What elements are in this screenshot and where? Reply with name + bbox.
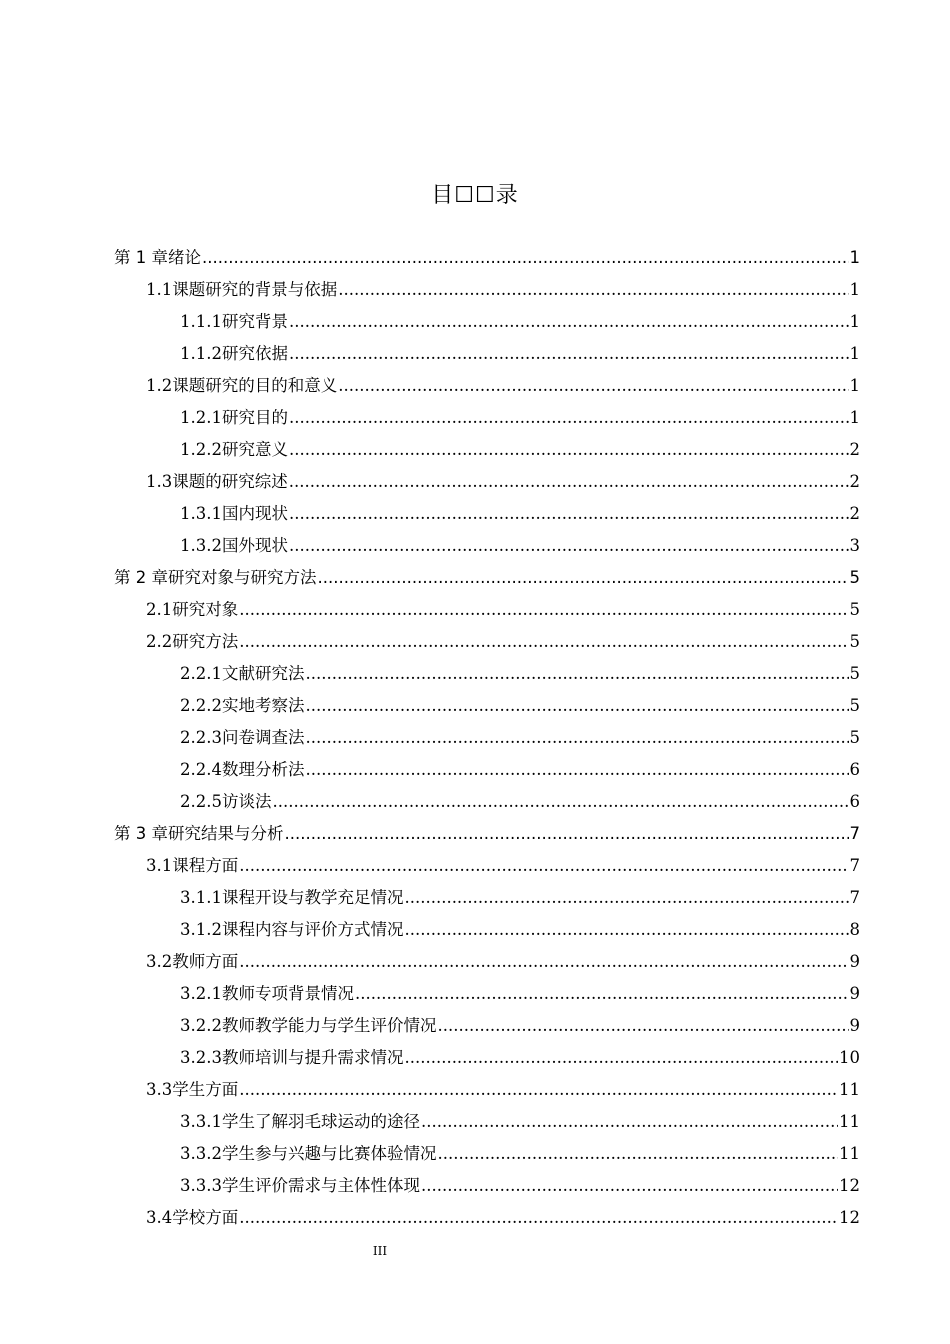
toc-entry-title: 学生方面 xyxy=(172,1080,239,1099)
toc-entry-title: 实地考察法 xyxy=(221,696,305,715)
dot-leader xyxy=(239,946,848,978)
toc-entry[interactable] xyxy=(146,1074,860,1106)
toc-entry-page: 11 xyxy=(839,1144,860,1163)
toc-entry-page: 7 xyxy=(849,888,860,907)
toc-entry-title: 学校方面 xyxy=(172,1208,239,1227)
toc-entry-page: 7 xyxy=(849,824,860,843)
toc-entry-page: 5 xyxy=(849,632,860,651)
toc-entry[interactable] xyxy=(114,818,860,850)
toc-entry[interactable] xyxy=(180,1138,860,1170)
toc-entry-number: 1.3.2 xyxy=(180,536,222,555)
toc-entry[interactable] xyxy=(114,242,860,274)
toc-entry-page: 1 xyxy=(849,248,860,267)
dot-leader xyxy=(404,1042,838,1074)
toc-entry[interactable] xyxy=(146,1202,860,1234)
toc-entry-number: 2.2.1 xyxy=(180,664,222,683)
toc-entry-page: 5 xyxy=(849,696,860,715)
toc-entry-title: 学生评价需求与主体性体现 xyxy=(221,1176,420,1195)
toc-entry-title: 课程方面 xyxy=(172,856,239,875)
toc-entry-number: 1.2.2 xyxy=(180,440,222,459)
toc-entry-number: 3.2.1 xyxy=(180,984,222,1003)
toc-entry-title: 教师培训与提升需求情况 xyxy=(221,1048,404,1067)
toc-entry-title: 访谈法 xyxy=(221,792,272,811)
dot-leader xyxy=(305,658,848,690)
toc-entry-number: 1.3 xyxy=(146,472,173,491)
toc-entry-page: 12 xyxy=(839,1176,860,1195)
toc-entry-title: 课程开设与教学充足情况 xyxy=(221,888,404,907)
toc-entry-number: 3.2.2 xyxy=(180,1016,222,1035)
toc-entry-page: 7 xyxy=(849,856,860,875)
toc-entry[interactable] xyxy=(180,786,860,818)
toc-entry-number: 3.2.3 xyxy=(180,1048,222,1067)
dot-leader xyxy=(289,530,849,562)
dot-leader xyxy=(202,242,849,274)
toc-entry[interactable] xyxy=(180,658,860,690)
toc-entry[interactable] xyxy=(180,1042,860,1074)
dot-leader xyxy=(289,306,849,338)
toc-entry[interactable] xyxy=(146,274,860,306)
toc-entry-title: 研究对象 xyxy=(172,600,239,619)
toc-entry-page: 11 xyxy=(839,1112,860,1131)
toc-entry-number: 第 2 章 xyxy=(114,568,168,587)
toc-entry[interactable] xyxy=(180,434,860,466)
dot-leader xyxy=(239,626,848,658)
toc-entry-page: 9 xyxy=(849,1016,860,1035)
toc-entry[interactable] xyxy=(180,1170,860,1202)
toc-entry[interactable] xyxy=(146,626,860,658)
toc-entry-number: 2.2.2 xyxy=(180,696,222,715)
dot-leader xyxy=(272,786,848,818)
toc-entry-page: 1 xyxy=(849,376,860,395)
toc-entry-page: 12 xyxy=(839,1208,860,1227)
toc-entry[interactable] xyxy=(180,754,860,786)
toc-entry-title: 学生了解羽毛球运动的途径 xyxy=(221,1112,420,1131)
toc-entry-number: 1.3.1 xyxy=(180,504,222,523)
dot-leader xyxy=(338,274,848,306)
toc-entry-page: 1 xyxy=(849,344,860,363)
toc-entry-page: 8 xyxy=(849,920,860,939)
toc-entry[interactable] xyxy=(146,946,860,978)
toc-entry-title: 教师方面 xyxy=(172,952,239,971)
dot-leader xyxy=(239,850,848,882)
toc-entry-page: 5 xyxy=(849,600,860,619)
toc-entry-number: 1.1.1 xyxy=(180,312,222,331)
toc-entry-number: 2.2.4 xyxy=(180,760,222,779)
toc-entry-page: 1 xyxy=(849,408,860,427)
toc-entry[interactable] xyxy=(180,722,860,754)
toc-entry[interactable] xyxy=(180,1010,860,1042)
toc-entry-title: 绪论 xyxy=(168,248,201,267)
toc-entry[interactable] xyxy=(146,850,860,882)
toc-entry-title: 研究方法 xyxy=(172,632,239,651)
dot-leader xyxy=(421,1170,838,1202)
dot-leader xyxy=(285,818,849,850)
toc-entry-page: 10 xyxy=(839,1048,860,1067)
dot-leader xyxy=(355,978,849,1010)
toc-entry-title: 教师专项背景情况 xyxy=(221,984,354,1003)
toc-entry-number: 3.3.3 xyxy=(180,1176,222,1195)
toc-entry-title: 研究目的 xyxy=(221,408,288,427)
toc-entry-title: 研究对象与研究方法 xyxy=(168,568,317,587)
toc-entry-title: 研究依据 xyxy=(221,344,288,363)
dot-leader xyxy=(318,562,849,594)
toc-entry[interactable] xyxy=(180,882,860,914)
dot-leader xyxy=(289,498,849,530)
toc-entry-number: 3.4 xyxy=(146,1208,173,1227)
toc-entry[interactable] xyxy=(180,690,860,722)
toc-entry-number: 第 1 章 xyxy=(114,248,168,267)
toc-entry-number: 第 3 章 xyxy=(114,824,168,843)
toc-entry[interactable] xyxy=(180,402,860,434)
dot-leader xyxy=(437,1138,838,1170)
toc-entry-page: 1 xyxy=(849,280,860,299)
toc-entry[interactable] xyxy=(180,978,860,1010)
toc-entry-page: 9 xyxy=(849,952,860,971)
toc-entry-title: 学生参与兴趣与比赛体验情况 xyxy=(221,1144,437,1163)
toc-entry-number: 1.2 xyxy=(146,376,173,395)
toc-entry[interactable] xyxy=(180,306,860,338)
toc-entry[interactable] xyxy=(180,530,860,562)
toc-entry-number: 3.1 xyxy=(146,856,173,875)
toc-entry-page: 6 xyxy=(849,792,860,811)
toc-entry-number: 1.2.1 xyxy=(180,408,222,427)
toc-entry-page: 9 xyxy=(849,984,860,1003)
dot-leader xyxy=(338,370,848,402)
toc-heading: 目☐☐录 xyxy=(431,183,519,208)
dot-leader xyxy=(305,754,848,786)
toc-entry-page: 2 xyxy=(849,440,860,459)
dot-leader xyxy=(421,1106,838,1138)
toc-entry-title: 国内现状 xyxy=(221,504,288,523)
toc-entry[interactable] xyxy=(180,498,860,530)
toc-entry-title: 教师教学能力与学生评价情况 xyxy=(221,1016,437,1035)
toc-entry-number: 2.2.5 xyxy=(180,792,222,811)
toc-entry-title: 数理分析法 xyxy=(221,760,305,779)
toc-entry-title: 课程内容与评价方式情况 xyxy=(221,920,404,939)
toc-entry-number: 3.2 xyxy=(146,952,173,971)
toc-entry-number: 3.1.2 xyxy=(180,920,222,939)
toc-entry[interactable] xyxy=(146,594,860,626)
dot-leader xyxy=(404,914,848,946)
dot-leader xyxy=(239,1202,838,1234)
toc-entry[interactable] xyxy=(146,370,860,402)
toc-entry[interactable] xyxy=(180,914,860,946)
toc-entry-page: 6 xyxy=(849,760,860,779)
dot-leader xyxy=(289,402,849,434)
dot-leader xyxy=(239,1074,838,1106)
toc-entry-title: 研究意义 xyxy=(221,440,288,459)
toc-entry[interactable] xyxy=(146,466,860,498)
toc-entry-page: 3 xyxy=(849,536,860,555)
toc-entry-number: 2.1 xyxy=(146,600,173,619)
dot-leader xyxy=(289,434,849,466)
toc-entry[interactable] xyxy=(180,1106,860,1138)
toc-entry-number: 3.3.1 xyxy=(180,1112,222,1131)
toc-entry-number: 2.2 xyxy=(146,632,173,651)
dot-leader xyxy=(305,690,848,722)
toc-entry[interactable] xyxy=(180,338,860,370)
toc-entry-page: 2 xyxy=(849,472,860,491)
toc-entry-number: 2.2.3 xyxy=(180,728,222,747)
toc-entry-page: 5 xyxy=(849,728,860,747)
toc-entry-title: 文献研究法 xyxy=(221,664,305,683)
toc-entry-number: 3.1.1 xyxy=(180,888,222,907)
toc-entry-page: 5 xyxy=(849,568,860,587)
toc-entry-title: 课题研究的目的和意义 xyxy=(172,376,338,395)
page-number: III xyxy=(372,1244,388,1258)
toc-entry-number: 3.3.2 xyxy=(180,1144,222,1163)
toc-entry-title: 研究背景 xyxy=(221,312,288,331)
toc-entry-page: 5 xyxy=(849,664,860,683)
toc-entry-page: 2 xyxy=(849,504,860,523)
dot-leader xyxy=(239,594,848,626)
dot-leader xyxy=(305,722,848,754)
dot-leader xyxy=(404,882,848,914)
toc-entry-number: 3.3 xyxy=(146,1080,173,1099)
toc-entry-page: 11 xyxy=(839,1080,860,1099)
dot-leader xyxy=(289,338,849,370)
toc-entry-title: 问卷调查法 xyxy=(221,728,305,747)
toc-entry[interactable] xyxy=(114,562,860,594)
toc-entry-title: 课题研究的背景与依据 xyxy=(172,280,338,299)
dot-leader xyxy=(437,1010,848,1042)
dot-leader xyxy=(289,466,849,498)
toc-entry-title: 研究结果与分析 xyxy=(168,824,284,843)
toc-entry-number: 1.1.2 xyxy=(180,344,222,363)
toc-entry-page: 1 xyxy=(849,312,860,331)
toc-entry-title: 课题的研究综述 xyxy=(172,472,288,491)
toc-entry-number: 1.1 xyxy=(146,280,173,299)
toc-entry-title: 国外现状 xyxy=(221,536,288,555)
